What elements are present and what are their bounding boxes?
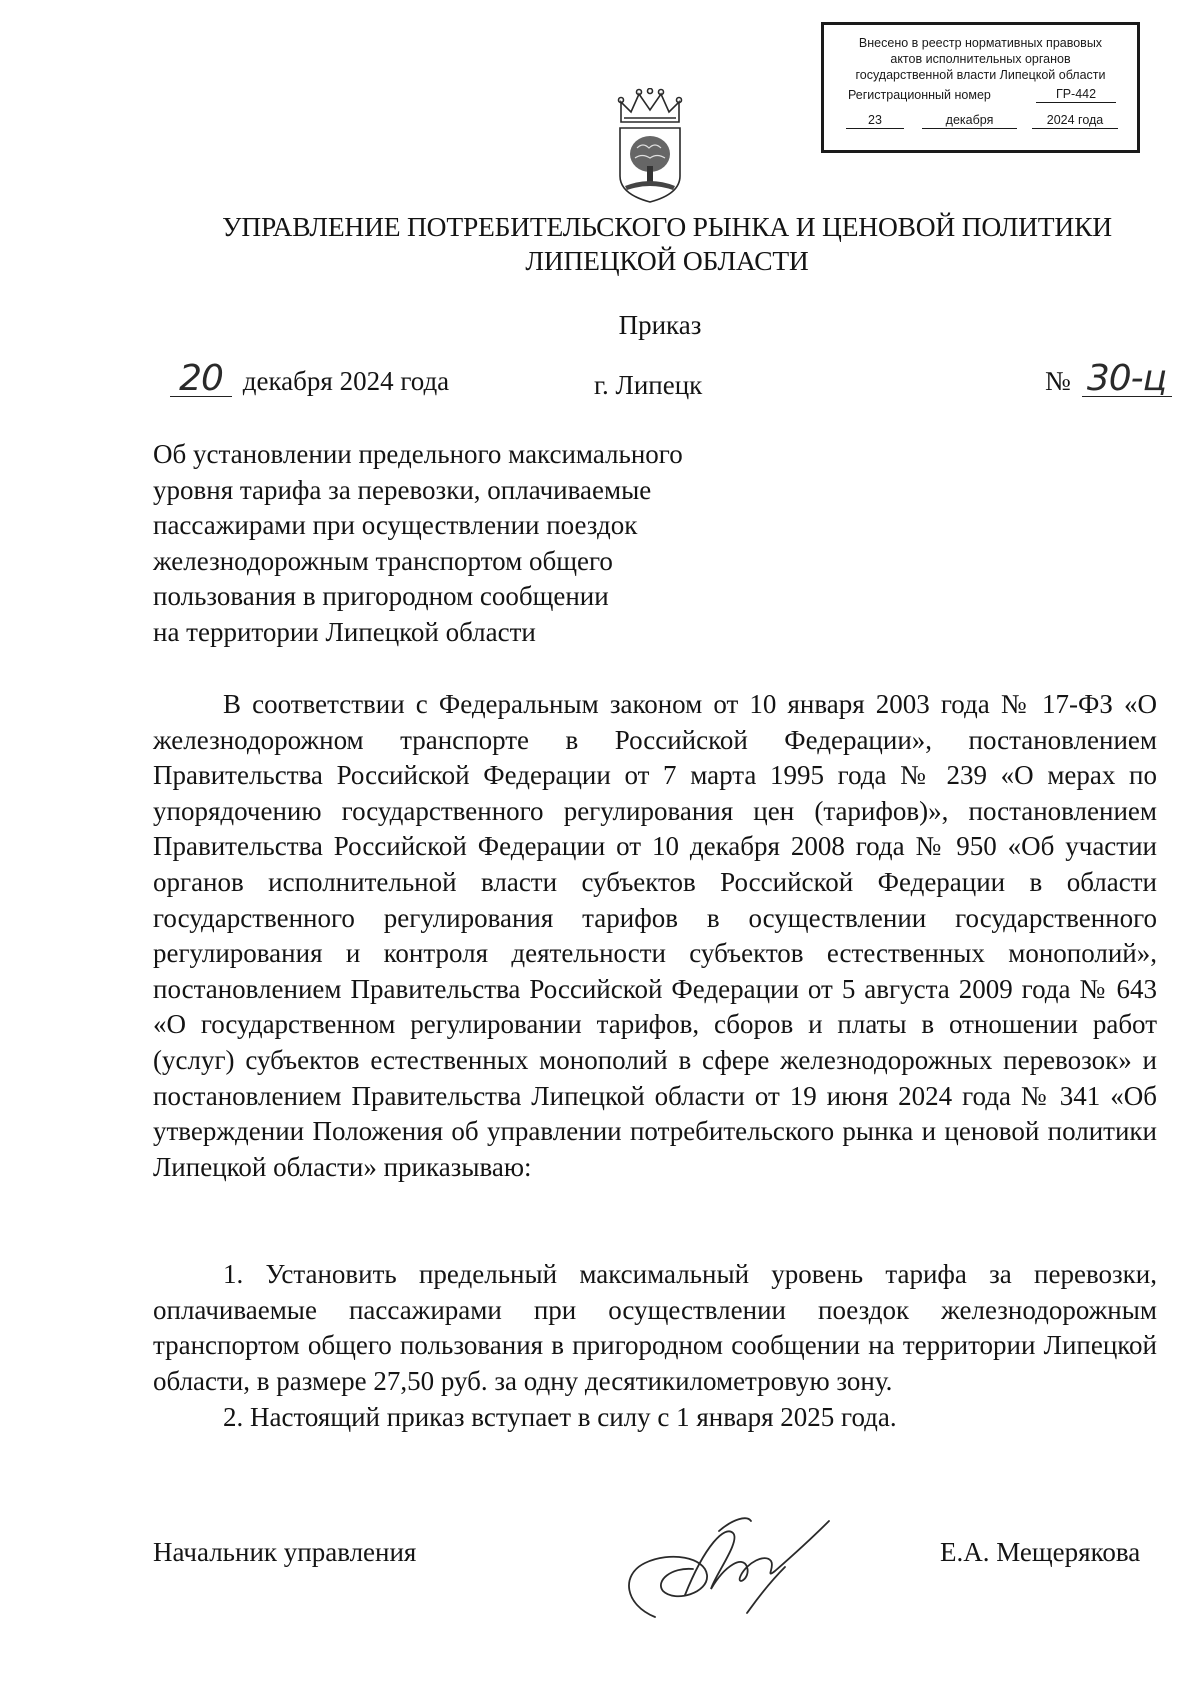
stamp-reg-label: Регистрационный номер bbox=[848, 88, 991, 102]
stamp-year: 2024 года bbox=[1032, 113, 1118, 129]
registry-stamp bbox=[821, 22, 1140, 153]
stamp-line-1: Внесено в реестр нормативных правовых bbox=[858, 36, 1103, 50]
subject-line: пассажирами при осуществлении поездок bbox=[153, 510, 638, 540]
order-subject bbox=[153, 437, 773, 650]
subject-line: Об установлении предельного максимального bbox=[153, 439, 683, 469]
order-item-1: 1. Установить предельный максимальный уровень тарифа за перевозки, оплачиваемые пассажирами при осуществлении поездок железнодорожным транспортом общего пользования в пригородном сообщении на территории Липецкой области, в размере 27,50 руб. за одну десятикилометровую зону. bbox=[153, 1259, 1157, 1396]
order-city: г. Липецк bbox=[594, 370, 703, 400]
agency-header-line-1: УПРАВЛЕНИЕ ПОТРЕБИТЕЛЬСКОГО РЫНКА И ЦЕНОВОЙ ПОЛИТИКИ bbox=[222, 211, 1112, 242]
agency-header-line-2: ЛИПЕЦКОЙ ОБЛАСТИ bbox=[525, 245, 809, 276]
agency-header bbox=[100, 210, 1200, 278]
subject-line: уровня тарифа за перевозки, оплачиваемые bbox=[153, 474, 652, 505]
stamp-month: декабря bbox=[922, 113, 1017, 129]
stamp-line-3: государственной власти Липецкой области bbox=[855, 68, 1106, 82]
subject-line: на территории Липецкой области bbox=[153, 616, 536, 647]
stamp-line-2: актов исполнительных органов bbox=[890, 52, 1071, 66]
handwritten-number: 30-ц bbox=[1082, 362, 1172, 397]
subject-line: железнодорожным транспортом общего bbox=[153, 545, 613, 576]
handwritten-signature bbox=[615, 1505, 845, 1625]
subject-line: пользования в пригородном сообщении bbox=[153, 581, 609, 611]
signer-name: Е.А. Мещерякова bbox=[940, 1537, 1141, 1567]
document-type: Приказ bbox=[618, 310, 702, 340]
order-number bbox=[1045, 358, 1172, 399]
handwritten-day: 20 bbox=[170, 362, 232, 397]
order-item-2: 2. Настоящий приказ вступает в силу с 1 января 2025 года. bbox=[223, 1402, 897, 1432]
lipetsk-coat-of-arms-icon bbox=[615, 88, 685, 206]
signer-position: Начальник управления bbox=[153, 1537, 417, 1567]
stamp-reg-number: ГР-442 bbox=[1036, 87, 1116, 103]
order-date bbox=[170, 358, 450, 399]
stamp-day: 23 bbox=[846, 113, 904, 129]
number-sign: № bbox=[1045, 366, 1071, 396]
order-preamble: В соответствии с Федеральным законом от 10 января 2003 года № 17-ФЗ «О железнодорожном транспорте в Российской Федерации», постановлением Правительства Российской Федерации от 7 марта 1995 года № 239 «О мерах по упорядочению государственного регулирования цен (тарифов)», постановлением Правительства Российской Федерации от 10 декабря 2008 года № 950 «Об участии органов исполнительной власти субъектов Российской Федерации в области государственного регулирования тарифов в осуществлении государственного регулирования и контроля деятельности субъектов естественных монополий», постановлением Правительства Российской Федерации от 5 августа 2009 года № 643 «О государственном регулировании тарифов, сборов и платы в отношении работ (услуг) субъектов естественных монополий в сфере железнодорожных перевозок» и постановлением Правительства Липецкой области от 19 июня 2024 года № 341 «Об утверждении Положения об управлении потребительского рынка и ценовой политики Липецкой области» приказываю: bbox=[153, 689, 1157, 1182]
order-date-rest: декабря 2024 года bbox=[242, 366, 450, 396]
